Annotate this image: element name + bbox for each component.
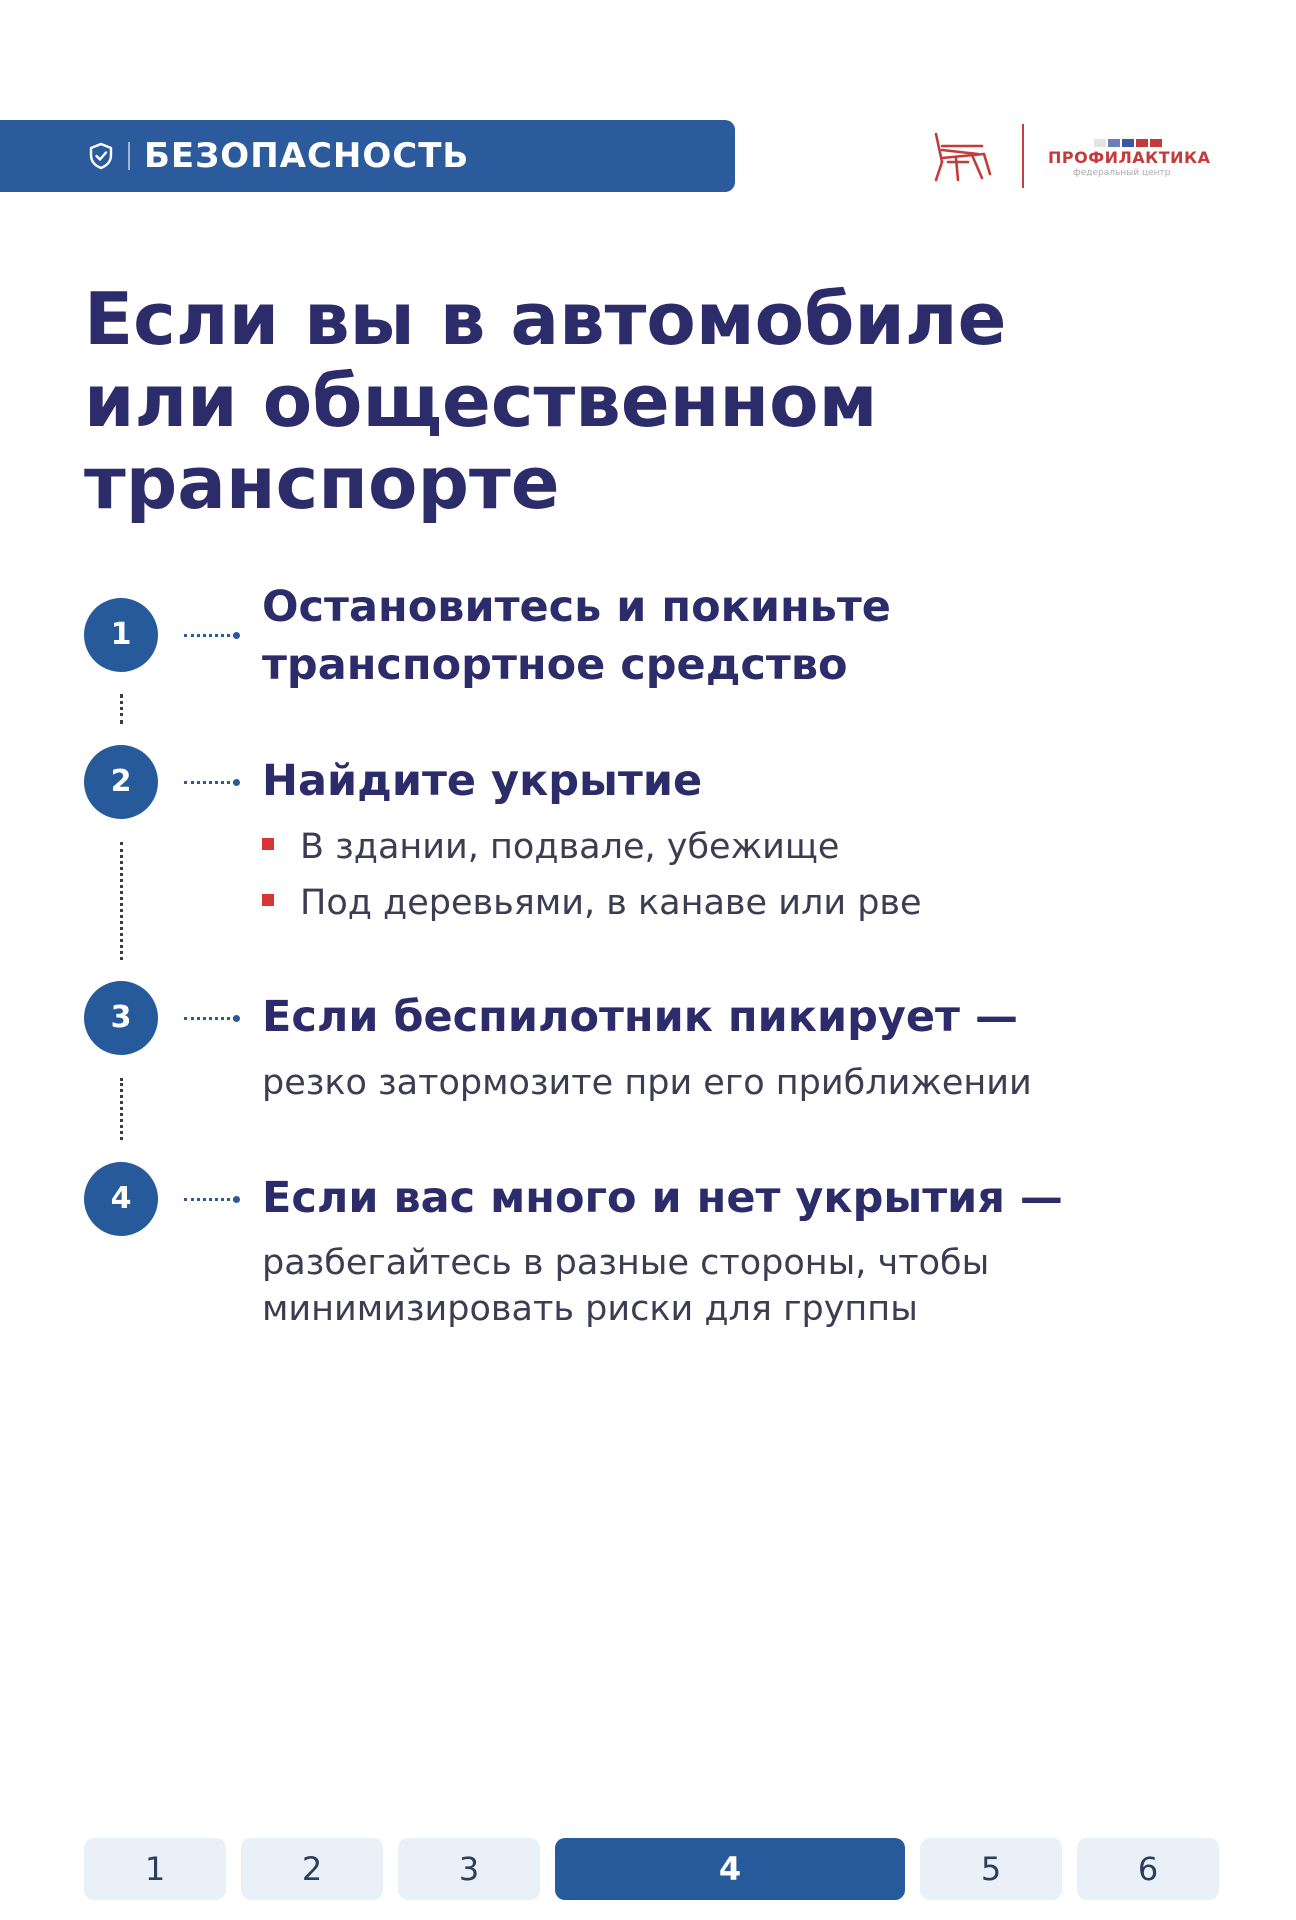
vertical-connector [120,694,123,724]
pagination [84,1838,1224,1900]
step-heading: Если вас много и нет укрытия — [262,1173,1063,1223]
page-button-1[interactable]: 1 [84,1838,226,1900]
step-number-3: 3 [84,981,158,1055]
step-number-2: 2 [84,745,158,819]
step-text: минимизировать риски для группы [262,1289,918,1329]
list-item [262,880,922,926]
step-heading: Если беспилотник пикирует — [262,992,1018,1042]
step-connector [184,634,236,637]
page-button-5[interactable]: 5 [920,1838,1062,1900]
section-header [0,120,735,192]
bullet-marker [262,894,274,906]
step-heading: транспортное средство [262,640,848,690]
title-line: транспорте [84,441,560,525]
logo-divider [1022,124,1024,188]
page-button-3[interactable]: 3 [398,1838,540,1900]
step-connector [184,1198,236,1201]
step-connector [184,1017,236,1020]
step-heading: Найдите укрытие [262,756,703,806]
vertical-connector [120,842,123,960]
bullet-marker [262,838,274,850]
step-text: резко затормозите при его приближении [262,1063,1032,1103]
step-number-1: 1 [84,598,158,672]
title-line: или общественном [84,359,878,443]
step-text: разбегайтесь в разные стороны, чтобы [262,1243,990,1283]
shield-check-icon [88,142,114,170]
step-heading: Остановитесь и покиньте [262,582,891,632]
page-title [84,278,1234,524]
step-number-4: 4 [84,1162,158,1236]
section-label: БЕЗОПАСНОСТЬ [144,136,470,176]
bullet-text: В здании, подвале, убежище [300,827,840,867]
logo-subtitle: федеральный центр [1073,168,1171,178]
step-connector [184,781,236,784]
vertical-connector [120,1078,123,1140]
bullet-text: Под деревьями, в канаве или рве [300,883,922,923]
header-divider [128,142,130,170]
logos [928,122,1228,192]
title-line: Если вы в автомобиле [84,277,1007,361]
page-button-6[interactable]: 6 [1077,1838,1219,1900]
page-button-2[interactable]: 2 [241,1838,383,1900]
chair-logo-icon [928,128,998,188]
list-item [262,824,839,870]
logo-name: ПРОФИЛАКТИКА [1048,148,1211,167]
page-button-current[interactable]: 4 [555,1838,905,1900]
